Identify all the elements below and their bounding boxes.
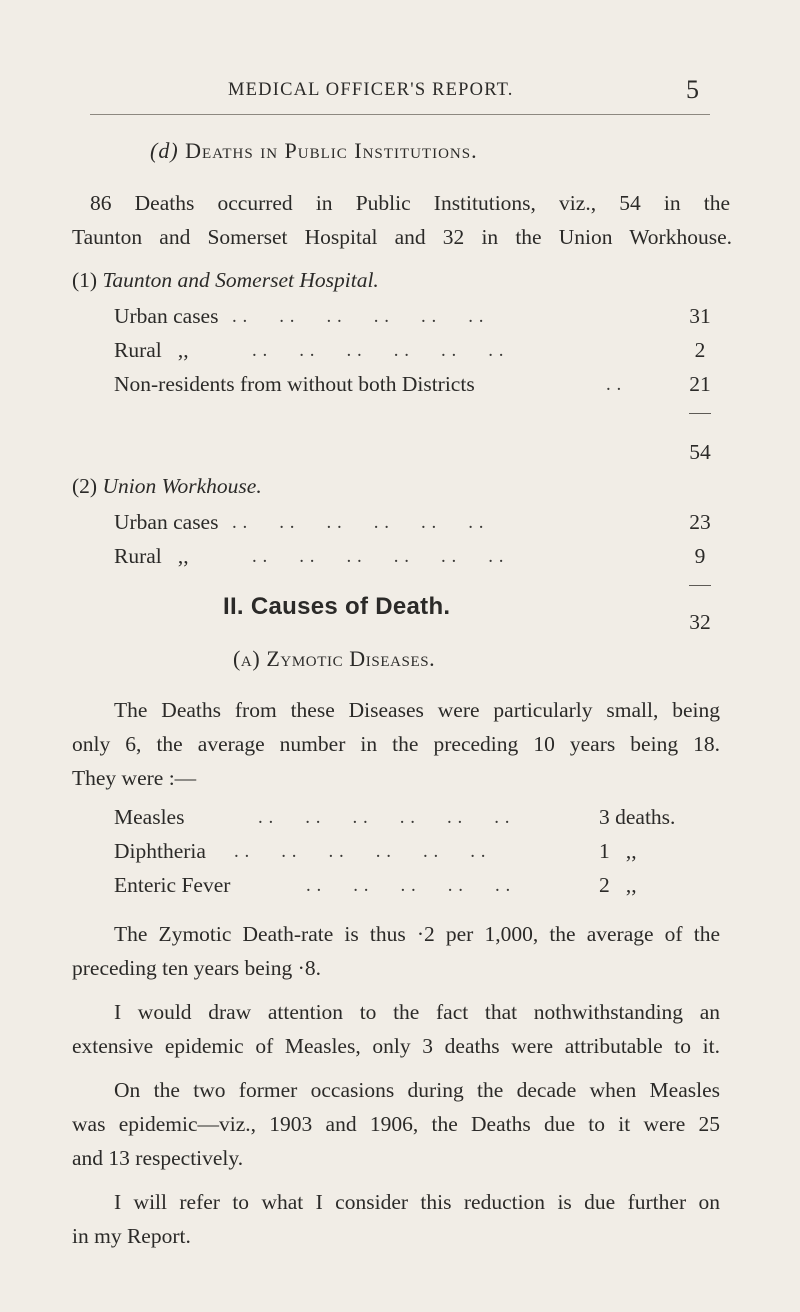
- leader-dots: . .: [606, 374, 622, 395]
- leader-dots: . . . . . . . . . . . .: [232, 512, 484, 533]
- hospital-row-label: Rural ,,: [114, 338, 189, 362]
- hospital-subheading: [72, 268, 379, 293]
- hospital-title: Taunton and Somerset Hospital.: [102, 268, 379, 292]
- paragraph-line: I will refer to what I consider this reduction is due further on: [114, 1190, 720, 1214]
- paragraph-line: only 6, the average number in the preceding 10 years being 18.: [72, 732, 720, 756]
- hospital-number: (1): [72, 268, 98, 292]
- disease-count: 2 ,,: [599, 873, 637, 897]
- heading-label: (d): [150, 138, 179, 163]
- hospital-total: 54: [689, 440, 711, 464]
- total-rule: [689, 585, 711, 586]
- hospital-row-label: Non-residents from without both Districts: [114, 372, 475, 396]
- leader-dots: . . . . . . . . . .: [306, 875, 511, 896]
- paragraph-line: was epidemic—viz., 1903 and 1906, the Deaths due to it were 25: [72, 1112, 720, 1136]
- workhouse-row-label: Urban cases: [114, 510, 219, 534]
- paragraph-line: They were :—: [72, 766, 197, 790]
- disease-count: 3 deaths.: [599, 805, 676, 829]
- hospital-row-value: 31: [689, 304, 711, 328]
- leader-dots: . . . . . . . . . . . .: [234, 841, 486, 862]
- paragraph-line: The Deaths from these Diseases were particularly small, being: [114, 698, 720, 722]
- paragraph-line: and 13 respectively.: [72, 1146, 244, 1170]
- workhouse-title: Union Workhouse.: [102, 474, 262, 498]
- disease-name: Measles: [114, 805, 185, 829]
- page-number: 5: [686, 75, 699, 104]
- total-rule: [689, 413, 711, 414]
- paragraph-line: preceding ten years being ·8.: [72, 956, 321, 980]
- leader-dots: . . . . . . . . . . . .: [252, 340, 504, 361]
- heading-text: Deaths in Public Institutions.: [185, 138, 478, 163]
- section-title-causes: II. Causes of Death.: [223, 593, 451, 620]
- paragraph-line: in my Report.: [72, 1224, 191, 1248]
- section-heading-deaths-institutions: [150, 138, 478, 164]
- leader-dots: . . . . . . . . . . . .: [232, 306, 484, 327]
- running-header: MEDICAL OFFICER'S REPORT.: [228, 80, 514, 100]
- subsection-zymotic: (a) Zymotic Diseases.: [233, 646, 436, 671]
- intro-line-1: 86 Deaths occurred in Public Institutions, viz., 54 in the: [90, 191, 730, 215]
- hospital-row-label: Urban cases: [114, 304, 219, 328]
- workhouse-row-label: Rural ,,: [114, 544, 189, 568]
- hospital-row-value: 21: [689, 372, 711, 396]
- paragraph-line: On the two former occasions during the decade when Measles: [114, 1078, 720, 1102]
- disease-name: Diphtheria: [114, 839, 206, 863]
- header-rule: [90, 114, 710, 115]
- intro-line-2: Taunton and Somerset Hospital and 32 in the Union Workhouse.: [72, 225, 732, 249]
- paragraph-line: extensive epidemic of Measles, only 3 deaths were attributable to it.: [72, 1034, 720, 1058]
- workhouse-subheading: [72, 474, 262, 499]
- workhouse-row-value: 9: [694, 544, 706, 568]
- paragraph-line: I would draw attention to the fact that nothwithstanding an: [114, 1000, 720, 1024]
- paragraph-line: The Zymotic Death-rate is thus ·2 per 1,000, the average of the: [114, 922, 720, 946]
- workhouse-number: (2): [72, 474, 98, 498]
- workhouse-row-value: 23: [689, 510, 711, 534]
- leader-dots: . . . . . . . . . . . .: [252, 546, 504, 567]
- disease-name: Enteric Fever: [114, 873, 231, 897]
- leader-dots: . . . . . . . . . . . .: [258, 807, 510, 828]
- disease-count: 1 ,,: [599, 839, 637, 863]
- workhouse-total: 32: [689, 610, 711, 634]
- hospital-row-value: 2: [694, 338, 706, 362]
